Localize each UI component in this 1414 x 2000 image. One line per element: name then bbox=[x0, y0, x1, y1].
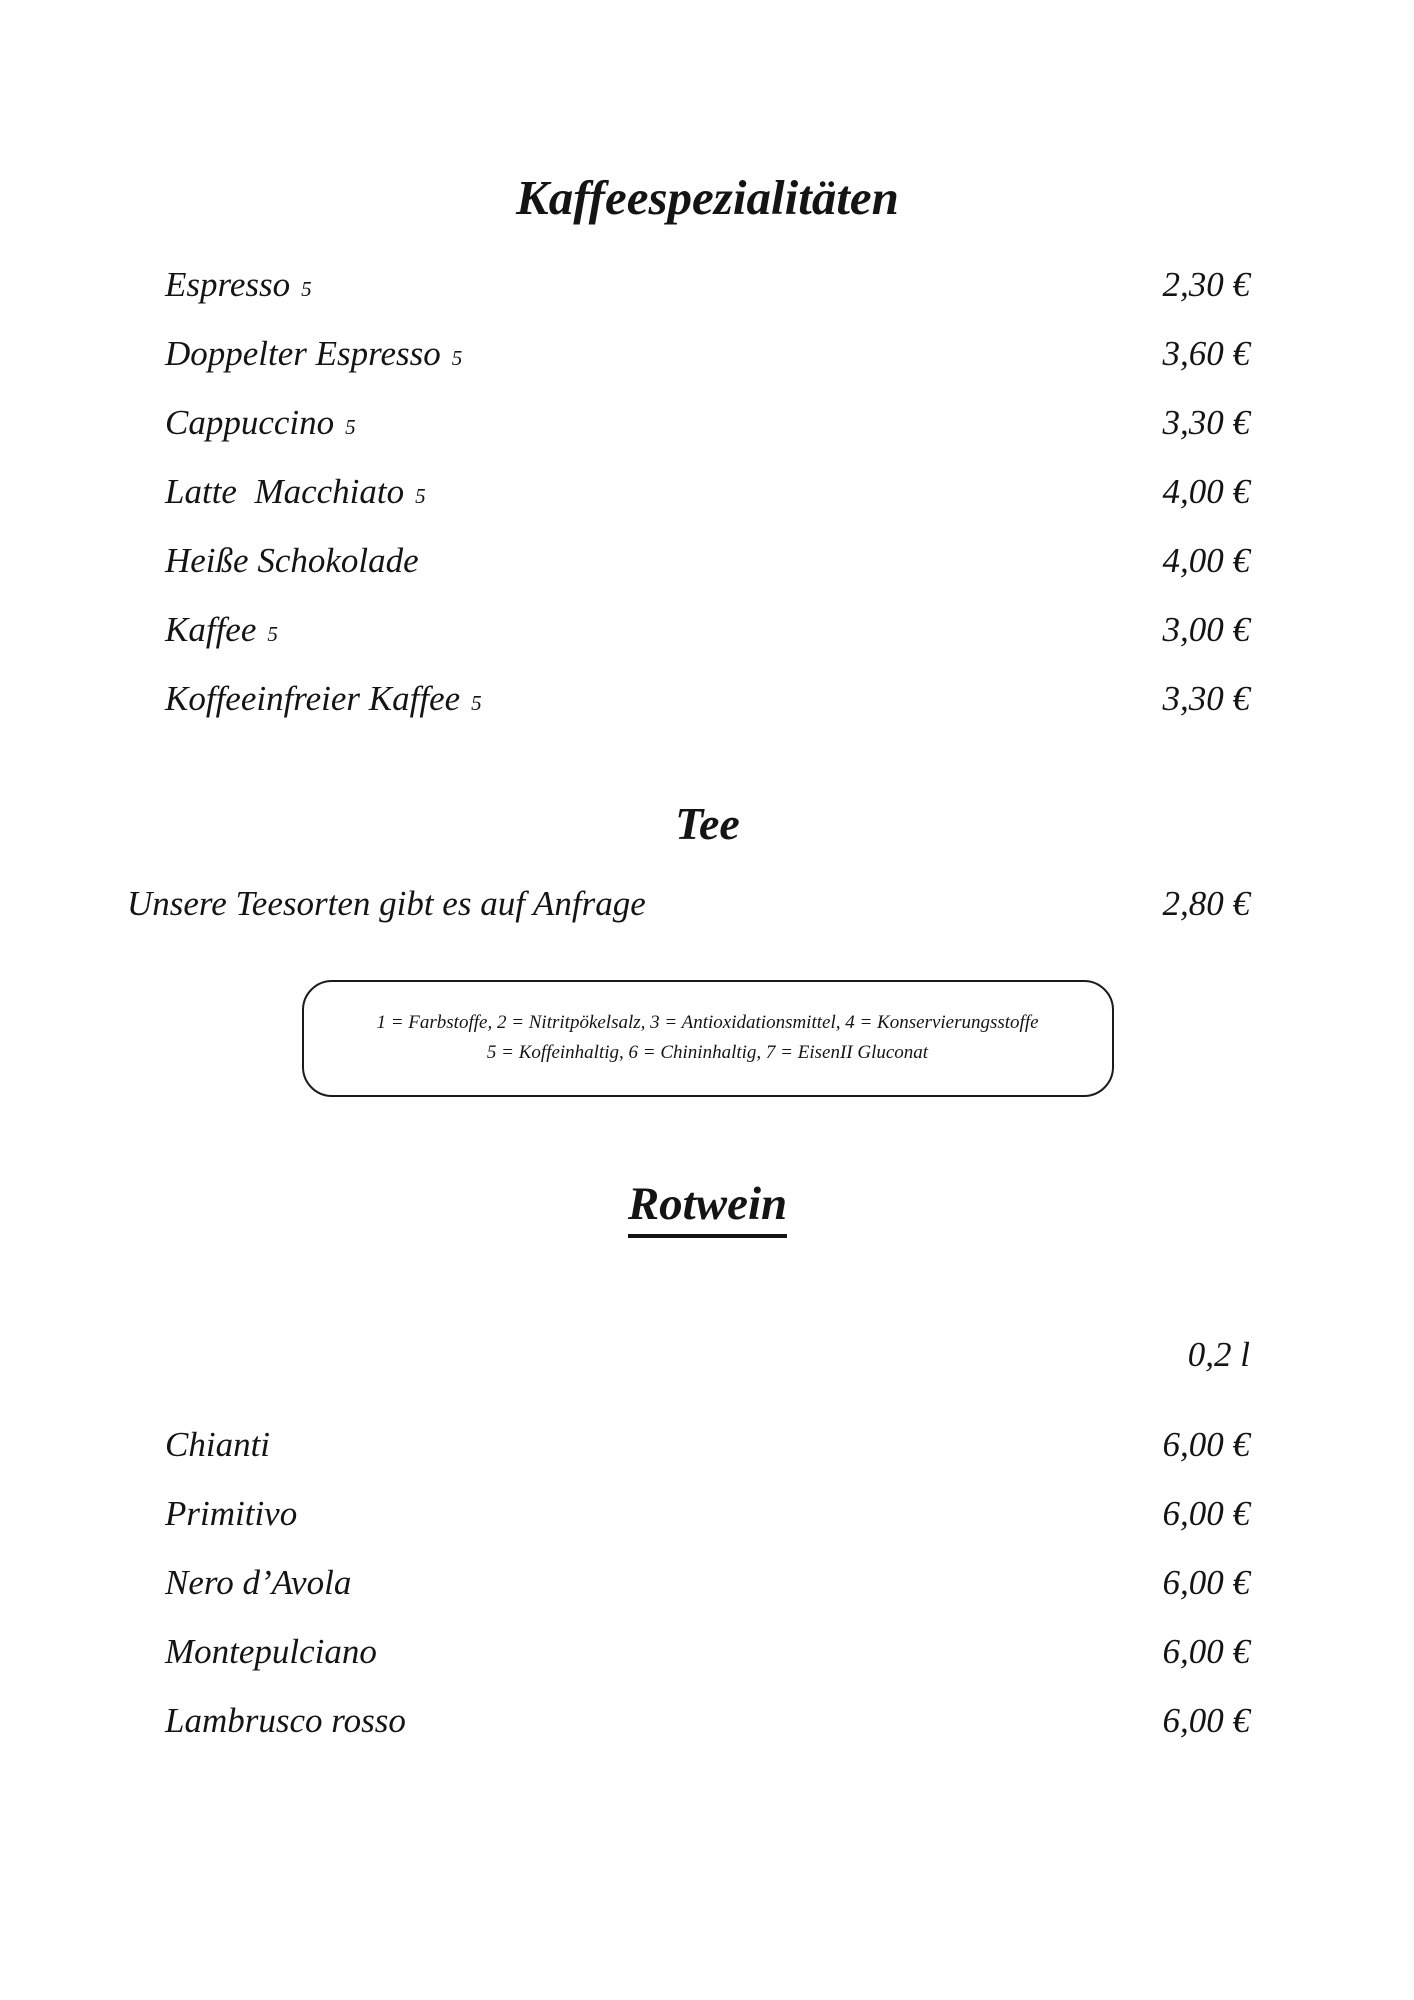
menu-item-row bbox=[165, 1700, 1250, 1742]
item-name-text: Unsere Teesorten gibt es auf Anfrage bbox=[127, 884, 646, 924]
item-name bbox=[127, 883, 646, 925]
item-price: 3,00 € bbox=[1162, 610, 1250, 650]
section-title-tee: Tee bbox=[675, 798, 740, 850]
item-name bbox=[165, 402, 356, 444]
menu-item-row bbox=[165, 1631, 1250, 1673]
item-name-text: Cappuccino bbox=[165, 403, 335, 443]
item-name bbox=[165, 1424, 270, 1466]
menu-item-row bbox=[165, 471, 1250, 513]
item-name-text: Montepulciano bbox=[165, 1632, 377, 1672]
item-price: 6,00 € bbox=[1162, 1632, 1250, 1672]
item-price: 3,60 € bbox=[1162, 334, 1250, 374]
menu-item-row bbox=[165, 1493, 1250, 1535]
item-name-text: Lambrusco rosso bbox=[165, 1701, 406, 1741]
item-price: 2,80 € bbox=[1162, 884, 1250, 924]
menu-item-row bbox=[165, 609, 1250, 651]
menu-item-row bbox=[165, 540, 1250, 582]
item-name bbox=[165, 264, 312, 306]
item-name-text: Kaffee bbox=[165, 610, 257, 650]
footnote-marker: 5 bbox=[301, 277, 312, 302]
footnote-marker: 5 bbox=[471, 691, 482, 716]
item-name bbox=[165, 540, 430, 582]
footnote-legend-box bbox=[302, 980, 1114, 1097]
footnote-legend-line-1: 1 = Farbstoffe, 2 = Nitritpökelsalz, 3 = Antioxidationsmittel, 4 = Konservierungsstoffe bbox=[376, 1012, 1039, 1034]
item-name-text: Latte Macchiato bbox=[165, 472, 405, 512]
item-name bbox=[165, 471, 426, 513]
item-price: 4,00 € bbox=[1162, 541, 1250, 581]
section-title-kaffeespezialitaeten: Kaffeespezialitäten bbox=[516, 170, 899, 225]
item-name bbox=[165, 1562, 351, 1604]
rotwein-title-text: Rotwein bbox=[628, 1177, 787, 1238]
menu-item-row bbox=[127, 883, 1250, 925]
item-name bbox=[165, 678, 482, 720]
item-price: 3,30 € bbox=[1162, 679, 1250, 719]
serving-size-header: 0,2 l bbox=[1187, 1335, 1250, 1375]
menu-item-row bbox=[165, 264, 1250, 306]
footnote-marker: 5 bbox=[415, 484, 426, 509]
item-price: 6,00 € bbox=[1162, 1563, 1250, 1603]
menu-item-row bbox=[165, 1424, 1250, 1466]
item-price: 6,00 € bbox=[1162, 1701, 1250, 1741]
item-price: 4,00 € bbox=[1162, 472, 1250, 512]
menu-item-row bbox=[165, 402, 1250, 444]
footnote-marker: 5 bbox=[345, 415, 356, 440]
item-name-text: Primitivo bbox=[165, 1494, 298, 1534]
item-name-text: Heiße Schokolade bbox=[165, 541, 419, 581]
item-price: 6,00 € bbox=[1162, 1425, 1250, 1465]
item-name bbox=[165, 609, 278, 651]
item-name-text: Chianti bbox=[165, 1425, 271, 1465]
item-name-text: Doppelter Espresso bbox=[165, 334, 441, 374]
footnote-marker: 5 bbox=[267, 622, 278, 647]
item-name-text: Nero d’Avola bbox=[165, 1563, 352, 1603]
menu-item-row bbox=[165, 333, 1250, 375]
item-price: 2,30 € bbox=[1162, 265, 1250, 305]
item-name bbox=[165, 1493, 297, 1535]
footnote-legend-line-2: 5 = Koffeinhaltig, 6 = Chininhaltig, 7 = EisenII Gluconat bbox=[486, 1041, 929, 1063]
item-price: 6,00 € bbox=[1162, 1494, 1250, 1534]
menu-item-row bbox=[165, 1562, 1250, 1604]
item-name bbox=[165, 1631, 377, 1673]
item-price: 3,30 € bbox=[1162, 403, 1250, 443]
item-name bbox=[165, 333, 462, 375]
menu-item-row bbox=[165, 678, 1250, 720]
item-name bbox=[165, 1700, 406, 1742]
footnote-marker: 5 bbox=[451, 346, 463, 371]
item-name-text: Koffeeinfreier Kaffee bbox=[165, 679, 461, 719]
item-name-text: Espresso bbox=[165, 265, 291, 305]
section-title-rotwein bbox=[165, 1177, 1250, 1238]
